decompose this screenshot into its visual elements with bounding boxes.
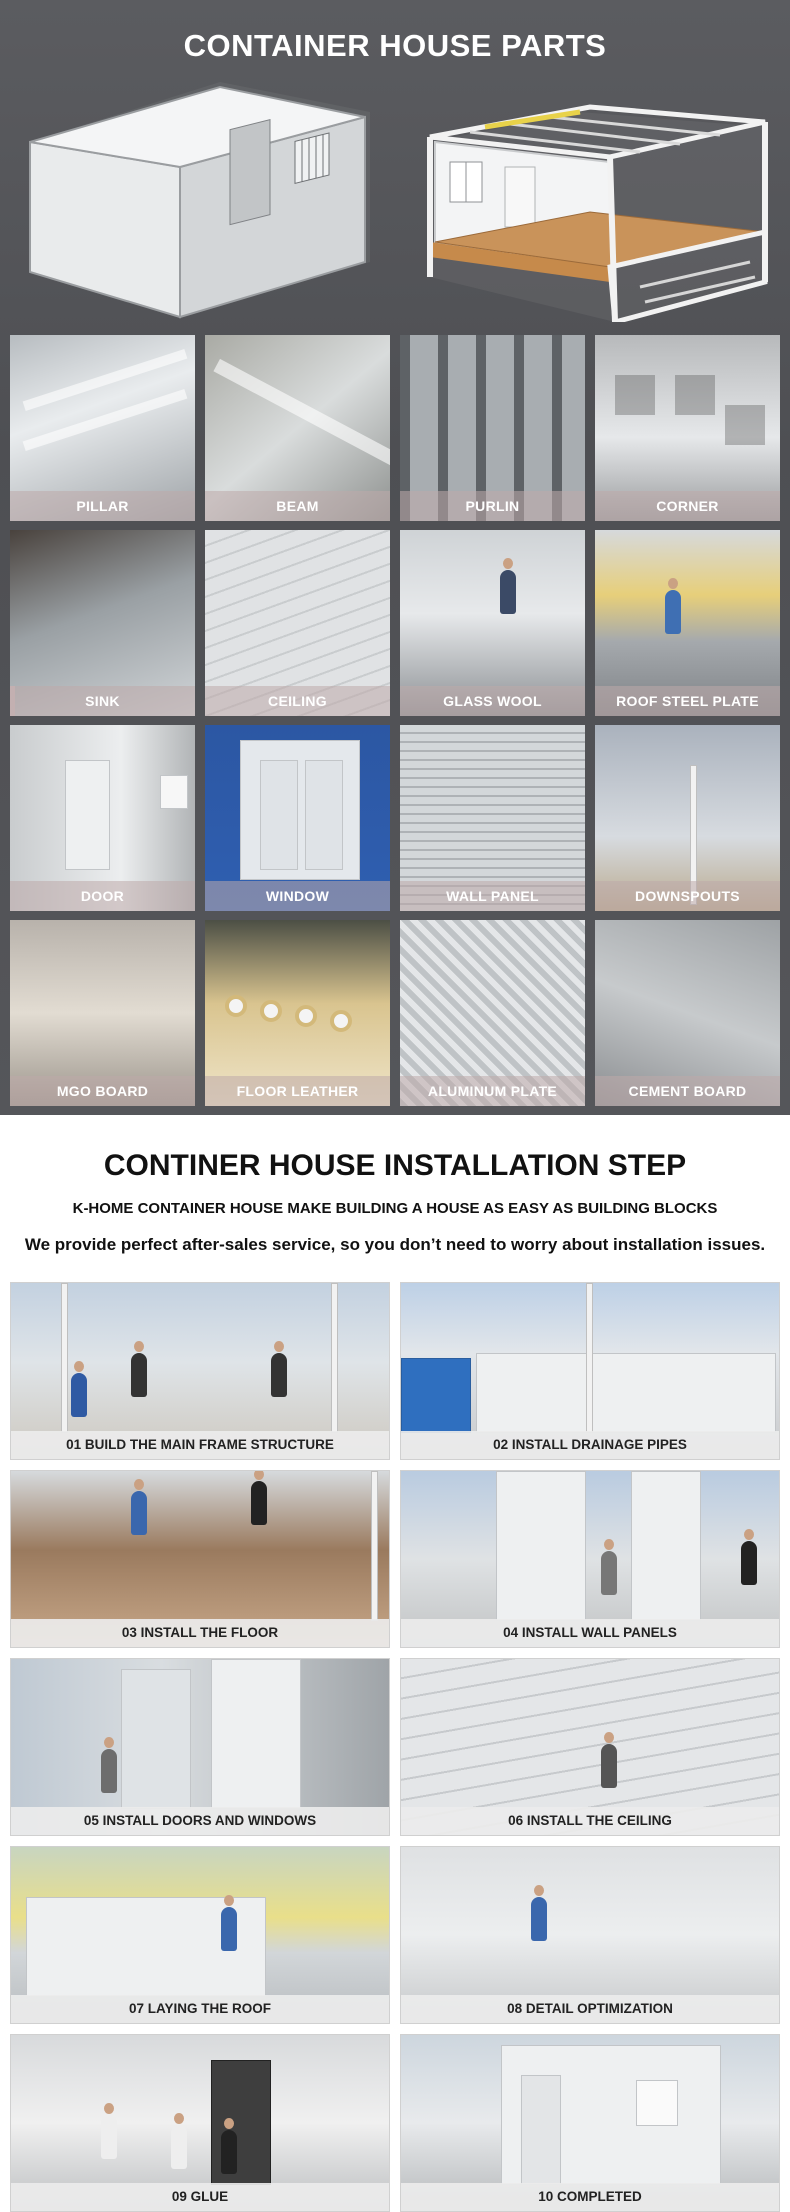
step-label: 05 INSTALL DOORS AND WINDOWS	[11, 1807, 389, 1835]
part-label: CORNER	[595, 491, 780, 521]
step-label: 03 INSTALL THE FLOOR	[11, 1619, 389, 1647]
part-label: CEILING	[205, 686, 390, 716]
after-sales-note: We provide perfect after-sales service, so you don’t need to worry about installation issues.	[24, 1235, 766, 1254]
installation-steps-section	[0, 1115, 790, 2210]
closed-container-image	[20, 72, 380, 322]
part-tile-downspouts[interactable]	[595, 725, 780, 911]
part-tile-window[interactable]	[205, 725, 390, 911]
step-card-03[interactable]	[10, 1470, 390, 1648]
installation-title: CONTINER HOUSE INSTALLATION STEP	[103, 1149, 687, 1182]
step-card-01[interactable]	[10, 1282, 390, 1460]
parts-title: CONTAINER HOUSE PARTS	[183, 28, 607, 63]
step-label: 04 INSTALL WALL PANELS	[401, 1619, 779, 1647]
installation-subtitle: K-HOME CONTAINER HOUSE MAKE BUILDING A HOUSE AS EASY AS BUILDING BLOCKS	[72, 1200, 718, 1217]
part-tile-sink[interactable]	[10, 530, 195, 716]
part-tile-mgo-board[interactable]	[10, 920, 195, 1106]
step-card-02[interactable]	[400, 1282, 780, 1460]
step-card-09[interactable]	[10, 2034, 390, 2212]
part-label: CEMENT BOARD	[595, 1076, 780, 1106]
step-card-10[interactable]	[400, 2034, 780, 2212]
installation-steps-grid	[10, 1282, 780, 2212]
part-label: BEAM	[205, 491, 390, 521]
part-label: PILLAR	[10, 491, 195, 521]
step-label: 02 INSTALL DRAINAGE PIPES	[401, 1431, 779, 1459]
open-container-frame-image	[410, 72, 780, 322]
part-label: MGO BOARD	[10, 1076, 195, 1106]
part-label: SINK	[10, 686, 195, 716]
part-tile-beam[interactable]	[205, 335, 390, 521]
part-label: FLOOR LEATHER	[205, 1076, 390, 1106]
step-label: 08 DETAIL OPTIMIZATION	[401, 1995, 779, 2023]
part-tile-cement-board[interactable]	[595, 920, 780, 1106]
part-label: ALUMINUM PLATE	[400, 1076, 585, 1106]
part-tile-wall-panel[interactable]	[400, 725, 585, 911]
step-card-08[interactable]	[400, 1846, 780, 2024]
step-label: 09 GLUE	[11, 2183, 389, 2211]
step-label: 07 LAYING THE ROOF	[11, 1995, 389, 2023]
part-label: DOOR	[10, 881, 195, 911]
part-tile-ceiling[interactable]	[205, 530, 390, 716]
parts-grid	[10, 335, 780, 1106]
part-label: GLASS WOOL	[400, 686, 585, 716]
step-label: 10 COMPLETED	[401, 2183, 779, 2211]
part-label: WINDOW	[205, 881, 390, 911]
part-label: PURLIN	[400, 491, 585, 521]
part-tile-corner[interactable]	[595, 335, 780, 521]
part-label: DOWNSPOUTS	[595, 881, 780, 911]
part-tile-aluminum-plate[interactable]	[400, 920, 585, 1106]
step-card-07[interactable]	[10, 1846, 390, 2024]
part-tile-pillar[interactable]	[10, 335, 195, 521]
step-card-06[interactable]	[400, 1658, 780, 1836]
step-label: 06 INSTALL THE CEILING	[401, 1807, 779, 1835]
part-tile-roof-steel-plate[interactable]	[595, 530, 780, 716]
part-label: ROOF STEEL PLATE	[595, 686, 780, 716]
part-tile-floor-leather[interactable]	[205, 920, 390, 1106]
part-tile-door[interactable]	[10, 725, 195, 911]
step-card-04[interactable]	[400, 1470, 780, 1648]
part-tile-purlin[interactable]	[400, 335, 585, 521]
step-card-05[interactable]	[10, 1658, 390, 1836]
step-label: 01 BUILD THE MAIN FRAME STRUCTURE	[11, 1431, 389, 1459]
part-label: WALL PANEL	[400, 881, 585, 911]
part-tile-glass-wool[interactable]	[400, 530, 585, 716]
